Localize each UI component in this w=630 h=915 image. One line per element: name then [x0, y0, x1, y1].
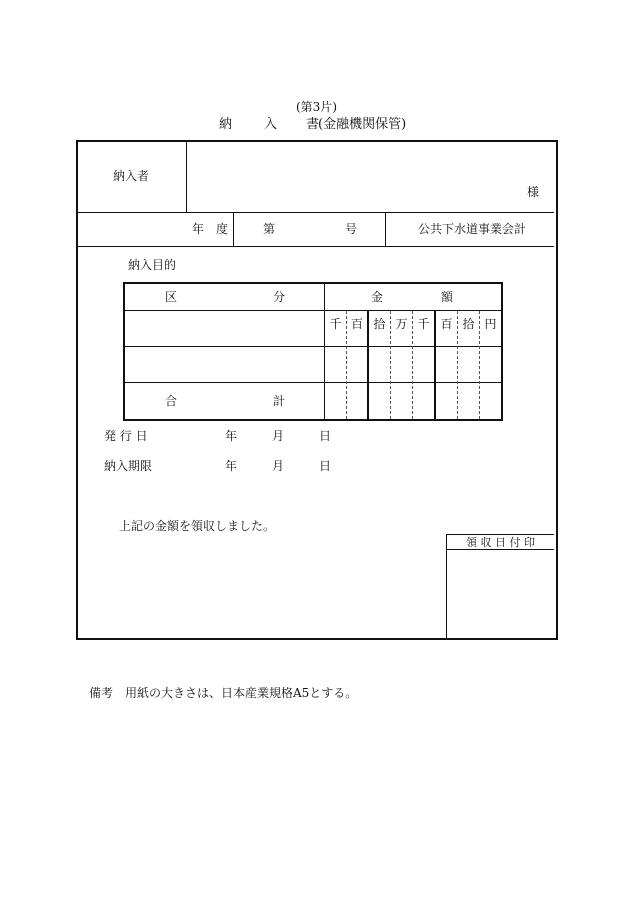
digit-label: 千 — [329, 317, 342, 331]
receipt-statement: 上記の金額を領収しました。 — [119, 519, 276, 533]
digit-label: 円 — [484, 317, 497, 331]
row2-top-line — [78, 212, 554, 213]
row2-bottom-line — [78, 246, 554, 247]
issue-date-year: 年 — [225, 429, 238, 443]
title-char-2: 入 — [264, 117, 278, 132]
total-char-2: 計 — [273, 394, 286, 408]
category-amount-divider — [324, 284, 325, 419]
due-date-year: 年 — [225, 459, 238, 473]
issue-date-day: 日 — [319, 429, 332, 443]
issue-date-label: 発 行 日 — [104, 429, 148, 443]
table-header-line — [125, 310, 501, 311]
payer-honorific: 様 — [527, 185, 540, 199]
category-char-2: 分 — [273, 290, 286, 304]
row2-divider-2 — [385, 212, 386, 246]
amount-char-1: 金 — [371, 290, 384, 304]
table-row2-line — [125, 382, 501, 383]
copy-number: (第3片) — [296, 100, 337, 114]
number-prefix: 第 — [263, 222, 276, 236]
purpose-label: 納入目的 — [128, 258, 177, 272]
table-row1-line — [125, 346, 501, 347]
amount-char-2: 額 — [441, 290, 454, 304]
payer-label: 納入者 — [113, 169, 150, 183]
category-char-1: 区 — [165, 290, 178, 304]
title-char-1: 納 — [219, 117, 233, 132]
digit-label: 万 — [395, 317, 408, 331]
due-date-month: 月 — [272, 459, 285, 473]
digit-label: 百 — [440, 317, 453, 331]
stamp-header-line — [446, 549, 554, 550]
digit-label: 千 — [417, 317, 430, 331]
stamp-label: 領 収 日 付 印 — [466, 536, 535, 549]
title-suffix: (金融機関保管) — [318, 117, 407, 132]
payer-divider — [186, 142, 187, 212]
title-char-3: 書 — [306, 117, 320, 132]
due-date-label: 納入期限 — [104, 459, 153, 473]
digit-label: 拾 — [462, 317, 475, 331]
account-name: 公共下水道事業会計 — [418, 222, 527, 236]
year-char-2: 度 — [216, 222, 229, 236]
row2-divider-1 — [233, 212, 234, 246]
number-suffix: 号 — [345, 222, 358, 236]
digit-label: 拾 — [373, 317, 386, 331]
footnote: 備考 用紙の大きさは、日本産業規格A5とする。 — [89, 686, 358, 700]
year-char-1: 年 — [192, 222, 205, 236]
digit-label: 百 — [350, 317, 363, 331]
issue-date-month: 月 — [272, 429, 285, 443]
due-date-day: 日 — [319, 459, 332, 473]
total-char-1: 合 — [165, 394, 178, 408]
stamp-box-top — [446, 534, 554, 535]
